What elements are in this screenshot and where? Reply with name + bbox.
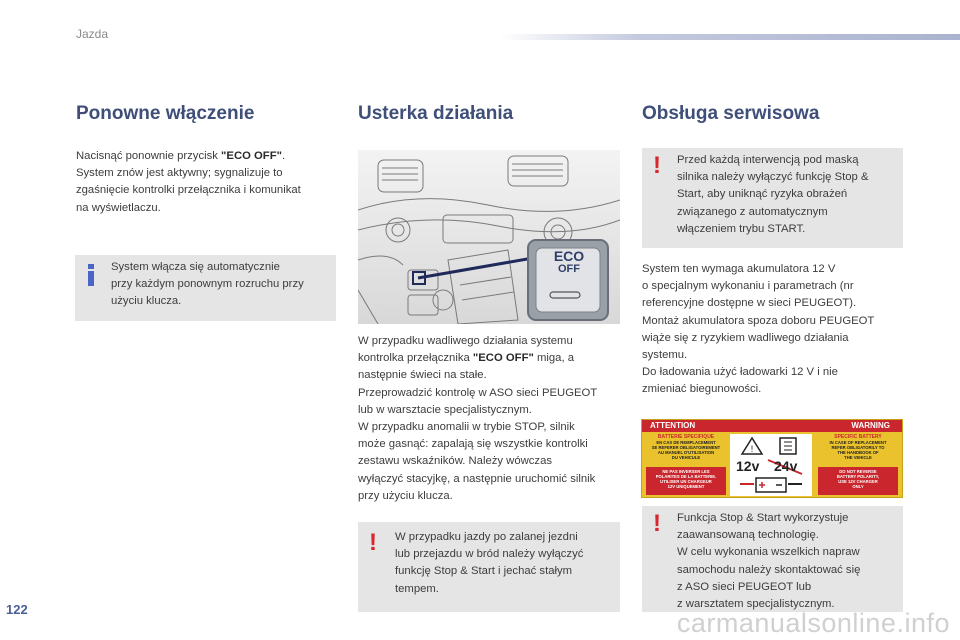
warning-text-service: Przed każdą interwencją pod maską silnika należy wyłączyć funkcję Stop & Start, aby uniknąć ryzyka obrażeń związanego z automatycznym włączeniem trybu START.: [677, 154, 869, 235]
warning-box-service: [642, 148, 903, 248]
warning-box-technology: [642, 506, 903, 612]
watermark: carmanualsonline.info: [676, 608, 950, 638]
warning-box-flood: [358, 522, 620, 612]
label-center: [730, 434, 812, 496]
label-attention: ATTENTION: [650, 421, 696, 430]
label-right-bottom: DO NOT REVERSE BATTERY POLARITY, USE 12V CHARGER ONLY: [818, 467, 898, 495]
svg-text:!: !: [750, 444, 754, 454]
heading-service: Obsługa serwisowa: [642, 103, 820, 124]
label-12v: 12v: [736, 458, 760, 474]
header-bar: [500, 34, 960, 40]
warning-text-technology: Funkcja Stop & Start wykorzystuje zaawansowaną technologię. W celu wykonania wszelkich napraw samochodu należy skontaktować się z ASO sieci PEUGEOT lub z warsztatem specjalistycznym.: [677, 512, 861, 611]
heading-restart: Ponowne włączenie: [76, 103, 255, 124]
malfunction-paragraph: W przypadku wadliwego działania systemu kontrolka przełącznika "ECO OFF" miga, a następnie świeci na stałe. Przeprowadzić kontrolę w ASO sieci PEUGEOT lub w warsztacie specjalistycznym. W przypadku anomalii w trybie STOP, silnik może gasnąć: zapalają się wszystkie kontrolki zestawu wskaźników. Należy wówczas wyłączyć stacyjkę, a następnie uruchomić silnik przy użyciu klucza.: [358, 335, 598, 502]
battery-paragraph: System ten wymaga akumulatora 12 V o specjalnym wykonaniu i parametrach (nr referencyjne dostępne w sieci PEUGEOT). Montaż akumulatora spoza doboru PEUGEOT wiąże się z ryzykiem wadliwego działania systemu. Do ładowania użyć ładowarki 12 V i nie zmieniać biegunowości.: [642, 263, 875, 396]
label-warning: WARNING: [851, 421, 890, 430]
heading-malfunction: Usterka działania: [358, 103, 514, 124]
eco-off-label-2: "ECO OFF": [472, 352, 534, 365]
restart-paragraph: Nacisnąć ponownie przycisk "ECO OFF". System znów jest aktywny; sygnalizuje to zgaśnięcie kontrolki przełącznika i komunikat na wyświetlaczu.: [76, 150, 301, 214]
warning-icon: !: [653, 152, 661, 179]
label-24v: 24v: [774, 458, 798, 474]
label-right-top: SPECIFIC BATTERY IN CASE OF REPLACEMENT REFER OBLIGATORILY TO THE HANDBOOK OF THE VEHICLE: [829, 434, 887, 460]
info-text: System włącza się automatycznie przy każdym ponownym rozruchu przy użyciu klucza.: [111, 261, 304, 308]
page-number: 122: [6, 602, 28, 617]
section-title: Jazda: [76, 27, 109, 41]
label-left-top: BATTERIE SPECIFIQUE EN CAS DE REMPLACEMENT SE REFERER OBLIGATOIREMENT AU MANUEL D'UTILISATION DU VEHICULE: [651, 434, 721, 460]
label-left-bottom: NE PAS INVERSER LES POLARITES DE LA BATTERIE. UTILISER UN CHARGEUR 12V UNIQUEMENT: [646, 467, 726, 495]
warning-icon: !: [653, 510, 661, 537]
battery-warning-label: [641, 419, 903, 498]
warning-text-flood: W przypadku jazdy po zalanej jezdni lub przejazdu w bród należy wyłączyć funkcję Stop & Start i jechać stałym tempem.: [395, 531, 584, 595]
eco-button-label: ECO OFF: [553, 248, 585, 275]
dashboard-image: [358, 150, 620, 324]
info-icon: [87, 264, 95, 291]
eco-off-label: "ECO OFF": [221, 150, 282, 162]
warning-icon: !: [369, 529, 377, 556]
info-box: [75, 255, 336, 321]
